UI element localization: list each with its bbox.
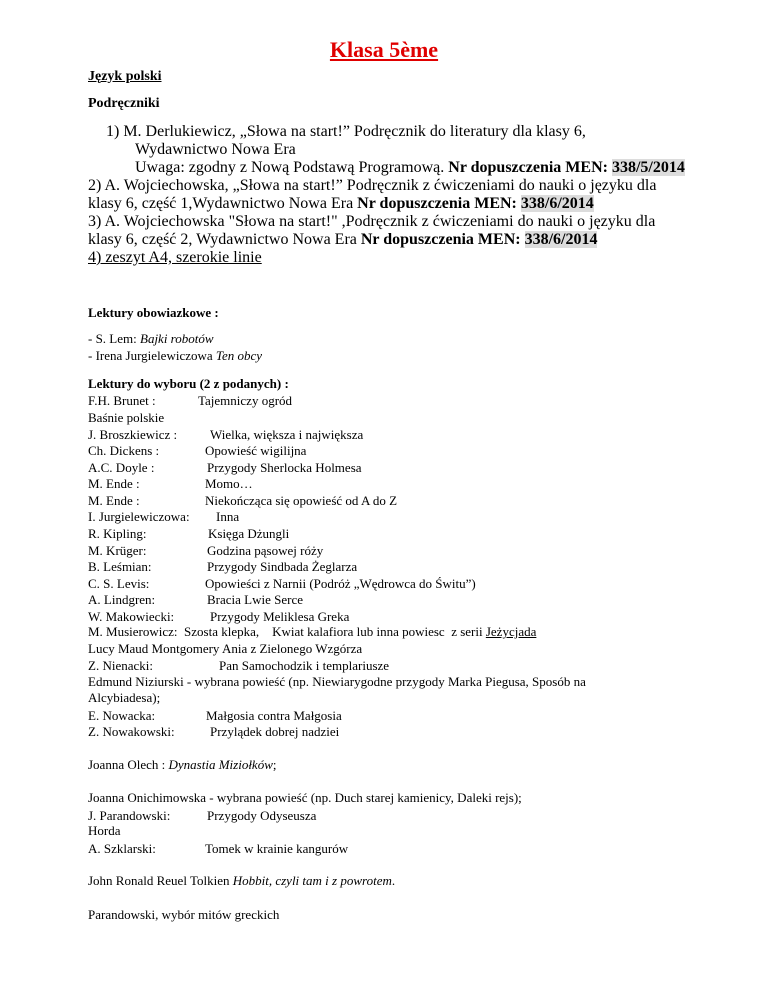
optional-title: Inna xyxy=(216,509,240,524)
mandatory-item xyxy=(88,332,214,345)
textbook-1-line2: Wydawnictwo Nowa Era xyxy=(135,141,296,158)
textbook-2-men-label: Nr dopuszczenia MEN: xyxy=(357,195,521,212)
tolkien-line xyxy=(88,874,395,887)
textbook-2-line1: 2) A. Wojciechowska, „Słowa na start!” Podręcznik z ćwiczeniami do nauki o języku dla xyxy=(88,177,657,194)
optional-author: A. Lindgren: xyxy=(88,592,156,607)
optional-author: M. Krüger: xyxy=(88,543,147,558)
optional-author: F.H. Brunet : xyxy=(88,393,156,408)
olech-author: Joanna Olech : xyxy=(88,757,169,772)
subject-heading: Język polski xyxy=(88,69,162,84)
textbooks-heading: Podręczniki xyxy=(88,96,160,111)
textbook-3-men-number: 338/6/2014 xyxy=(524,231,598,248)
musierowicz-series: Jeżycjada xyxy=(485,624,537,639)
optional-author: E. Nowacka: xyxy=(88,708,156,723)
tolkien-suffix: . xyxy=(391,873,396,888)
page-title: Klasa 5ème xyxy=(329,37,439,62)
optional-title: Przygody Odyseusza xyxy=(207,808,317,823)
optional-title: Tajemniczy ogród xyxy=(198,393,293,408)
optional-title: Księga Dżungli xyxy=(208,526,290,541)
optional-author: W. Makowiecki: xyxy=(88,609,175,624)
mandatory-heading: Lektury obowiazkowe : xyxy=(88,305,219,320)
olech-line xyxy=(88,758,277,771)
textbook-2-publisher: klasy 6, część 1,Wydawnictwo Nowa Era xyxy=(88,195,358,212)
optional-author: J. Parandowski: xyxy=(88,808,171,823)
mandatory-author: - Irena Jurgielewiczowa xyxy=(88,348,216,363)
textbook-3-line1: 3) A. Wojciechowska "Słowa na start!" ,Podręcznik z ćwiczeniami do nauki o języku dla xyxy=(88,213,656,230)
optional-author: I. Jurgielewiczowa: xyxy=(88,509,190,524)
optional-title: Godzina pąsowej róży xyxy=(207,543,324,558)
optional-author: Z. Nowakowski: xyxy=(88,724,175,739)
optional-author: M. Ende : xyxy=(88,493,140,508)
horda-line: Horda xyxy=(88,823,121,838)
textbook-1-men-number: 338/5/2014 xyxy=(611,159,685,176)
optional-author: Baśnie polskie xyxy=(88,410,165,425)
textbook-1-line1: 1) M. Derlukiewicz, „Słowa na start!” Podręcznik do literatury dla klasy 6, xyxy=(106,123,586,140)
optional-title: Bracia Lwie Serce xyxy=(207,592,304,607)
musierowicz-text: M. Musierowicz: Szosta klepka, Kwiat kalafiora lub inna powiesc z serii xyxy=(88,624,486,639)
niziurski-line2: Alcybiadesa); xyxy=(88,690,161,705)
optional-title: Przygody Meliklesa Greka xyxy=(210,609,350,624)
textbook-1-note: Uwaga: zgodny z Nową Podstawą Programową. xyxy=(135,159,449,176)
optional-title: Pan Samochodzik i templariusze xyxy=(219,658,390,673)
optional-title: Przylądek dobrej nadziei xyxy=(210,724,340,739)
optional-heading: Lektury do wyboru (2 z podanych) : xyxy=(88,376,289,391)
optional-title: Momo… xyxy=(205,476,253,491)
olech-suffix: ; xyxy=(272,757,277,772)
mandatory-item xyxy=(88,349,262,362)
textbook-1-men-label: Nr dopuszczenia MEN: xyxy=(448,159,612,176)
niziurski-line1: Edmund Niziurski - wybrana powieść (np. Niewiarygodne przygody Marka Piegusa, Sposób na xyxy=(88,674,586,689)
optional-title: Wielka, większa i największa xyxy=(210,427,364,442)
olech-title: Dynastia Miziołków xyxy=(168,757,273,772)
musierowicz-line xyxy=(88,625,536,638)
textbook-3-publisher: klasy 6, część 2, Wydawnictwo Nowa Era xyxy=(88,231,361,248)
optional-author: R. Kipling: xyxy=(88,526,147,541)
mandatory-title: Bajki robotów xyxy=(140,331,214,346)
optional-author: Z. Nienacki: xyxy=(88,658,153,673)
optional-author: B. Leśmian: xyxy=(88,559,152,574)
optional-author: A.C. Doyle : xyxy=(88,460,155,475)
textbook-2-men-number: 338/6/2014 xyxy=(520,195,594,212)
optional-title: Niekończąca się opowieść od A do Z xyxy=(205,493,398,508)
last-line: Parandowski, wybór mitów greckich xyxy=(88,907,280,922)
textbook-3-men-label: Nr dopuszczenia MEN: xyxy=(360,231,525,248)
montgomery-line: Lucy Maud Montgomery Ania z Zielonego Wzgórza xyxy=(88,641,363,656)
mandatory-author: - S. Lem: xyxy=(88,331,140,346)
mandatory-title: Ten obcy xyxy=(215,348,263,363)
textbook-3-line2 xyxy=(88,232,597,248)
onichimowska-line: Joanna Onichimowska - wybrana powieść (np. Duch starej kamienicy, Daleki rejs); xyxy=(88,790,522,805)
optional-author: Ch. Dickens : xyxy=(88,443,160,458)
optional-author: M. Ende : xyxy=(88,476,140,491)
optional-title: Małgosia contra Małgosia xyxy=(206,708,342,723)
optional-author: A. Szklarski: xyxy=(88,841,156,856)
textbook-4: 4) zeszyt A4, szerokie linie xyxy=(88,249,262,266)
optional-author: C. S. Levis: xyxy=(88,576,150,591)
optional-title: Opowieści z Narnii (Podróż „Wędrowca do Świtu”) xyxy=(205,576,476,591)
textbook-1-line3 xyxy=(135,160,685,176)
optional-title: Przygody Sindbada Żeglarza xyxy=(207,559,358,574)
optional-title: Opowieść wigilijna xyxy=(205,443,307,458)
optional-title: Przygody Sherlocka Holmesa xyxy=(207,460,362,475)
optional-title: Tomek w krainie kangurów xyxy=(205,841,349,856)
tolkien-author: John Ronald Reuel Tolkien xyxy=(88,873,233,888)
optional-author: J. Broszkiewicz : xyxy=(88,427,178,442)
tolkien-title: Hobbit, czyli tam i z powrotem xyxy=(232,873,392,888)
textbook-2-line2 xyxy=(88,196,594,212)
